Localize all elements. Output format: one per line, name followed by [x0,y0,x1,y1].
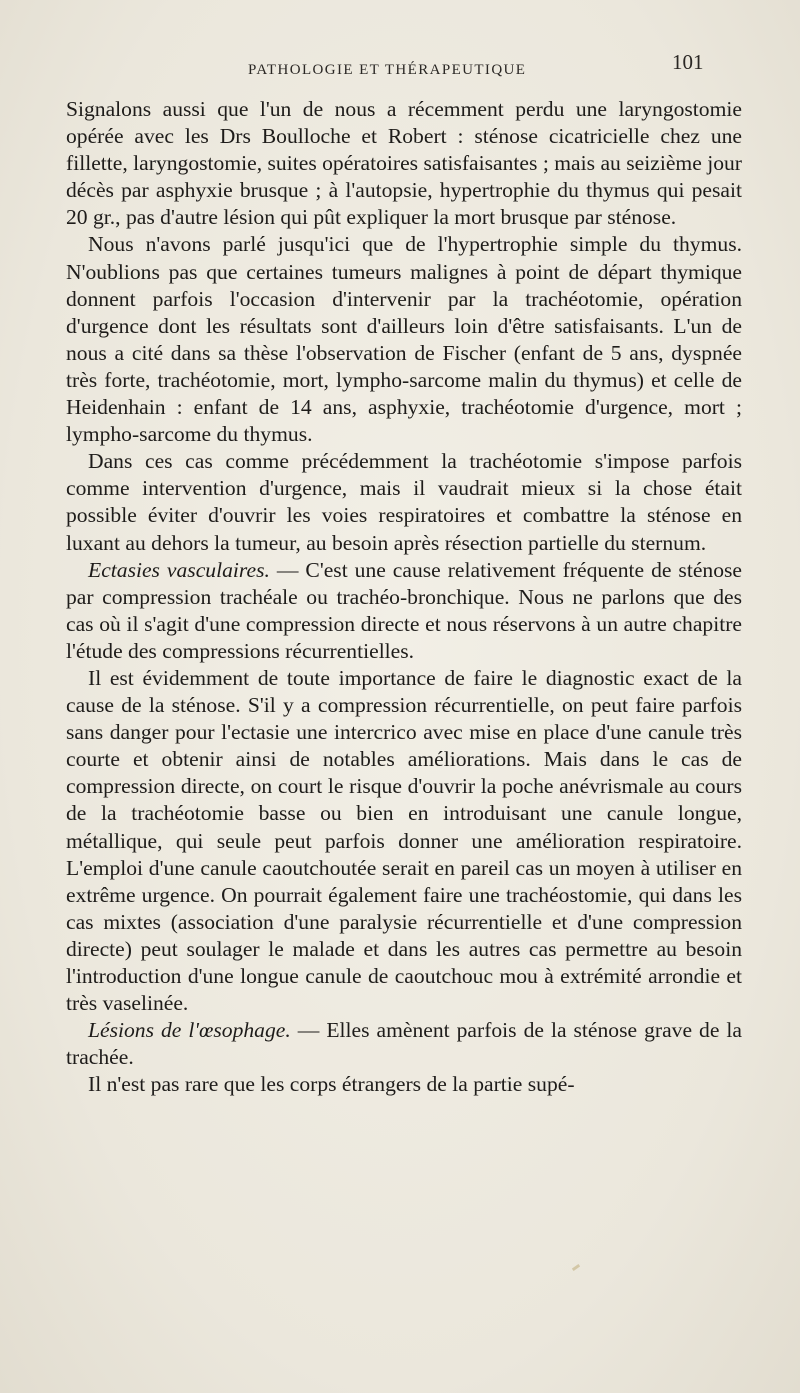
section-heading: Ectasies vasculaires. [88,557,270,582]
paragraph-text: Il est évidemment de toute importance de faire le diagnostic exact de la cause de la sténose. S'il y a compression récurrentielle, on peut faire parfois sans danger pour l'ectasie une intercrico avec mise en place d'une canule très courte et obtenir ainsi de notables améliorations. Mais dans le cas de compression directe, on court le risque d'ouvrir la poche anévrismale au cours de la trachéotomie basse ou bien en introduisant une canule longue, métallique, qui seule peut parfois donner une amélioration respiratoire. L'emploi d'une canule caoutchoutée serait en pareil cas un moyen à utiliser en extrême urgence. On pourrait également faire une trachéostomie, qui dans les cas mixtes (association d'une paralysie récurrentielle et d'une compression directe) peut soulager le malade et dans les autres cas permettre au besoin l'introduction d'une longue canule de caoutchouc mou à extrémité arrondie et très vaselinée. [66,665,742,1016]
running-title: PATHOLOGIE ET THÉRAPEUTIQUE [248,62,527,78]
paragraph-text: Nous n'avons parlé jusqu'ici que de l'hypertrophie simple du thymus. N'oublions pas que certaines tumeurs malignes à point de départ thymique donnent parfois l'occasion d'intervenir par la trachéotomie, opération d'urgence dont les résultats sont d'ailleurs loin d'être satisfaisants. L'un de nous a cité dans sa thèse l'observation de Fischer (enfant de 5 ans, dyspnée très forte, trachéotomie, mort, lympho-sarcome malin du thymus) et celle de Heidenhain : enfant de 14 ans, asphyxie, trachéotomie d'urgence, mort ; lympho-sarcome du thymus. [66,232,742,447]
paragraph-text: Il n'est pas rare que les corps étrangers de la partie supé- [88,1072,575,1097]
paragraph [66,1071,742,1098]
paragraph [66,557,742,665]
section-heading: Lésions de l'œsophage. [88,1018,291,1043]
paragraph [66,96,742,231]
paragraph [66,1017,742,1071]
page-number: 101 [672,50,704,74]
paragraph [66,665,742,1017]
body-text [66,96,742,1098]
paragraph [66,448,742,556]
paragraph-text: Dans ces cas comme précédemment la trachéotomie s'impose parfois comme intervention d'urgence, mais il vaudrait mieux si la chose était possible éviter d'ouvrir les voies respiratoires et combattre la sténose en luxant au dehors la tumeur, au besoin après résection partielle du sternum. [66,449,742,555]
paragraph-text: — C'est une cause relativement fréquente de sténose par compression trachéale ou trachéo-bronchique. Nous ne parlons que des cas où il s'agit d'une compression directe et nous réservons à un autre chapitre l'étude des compressions récurrentielles. [66,557,743,663]
paper-speck [572,1264,580,1271]
paragraph-text: Signalons aussi que l'un de nous a récemment perdu une laryngostomie opérée avec les Drs Boulloche et Robert : sténose cicatricielle chez une fillette, laryngostomie, suites opératoires satisfaisantes ; mais au seizième jour décès par asphyxie brusque ; à l'autopsie, hypertrophie du thymus qui pesait 20 gr., pas d'autre lésion qui pût expliquer la mort brusque par sténose. [66,97,742,230]
paragraph-text: — Elles amènent parfois de la sténose grave de la trachée. [66,1018,742,1070]
paragraph [66,231,742,448]
